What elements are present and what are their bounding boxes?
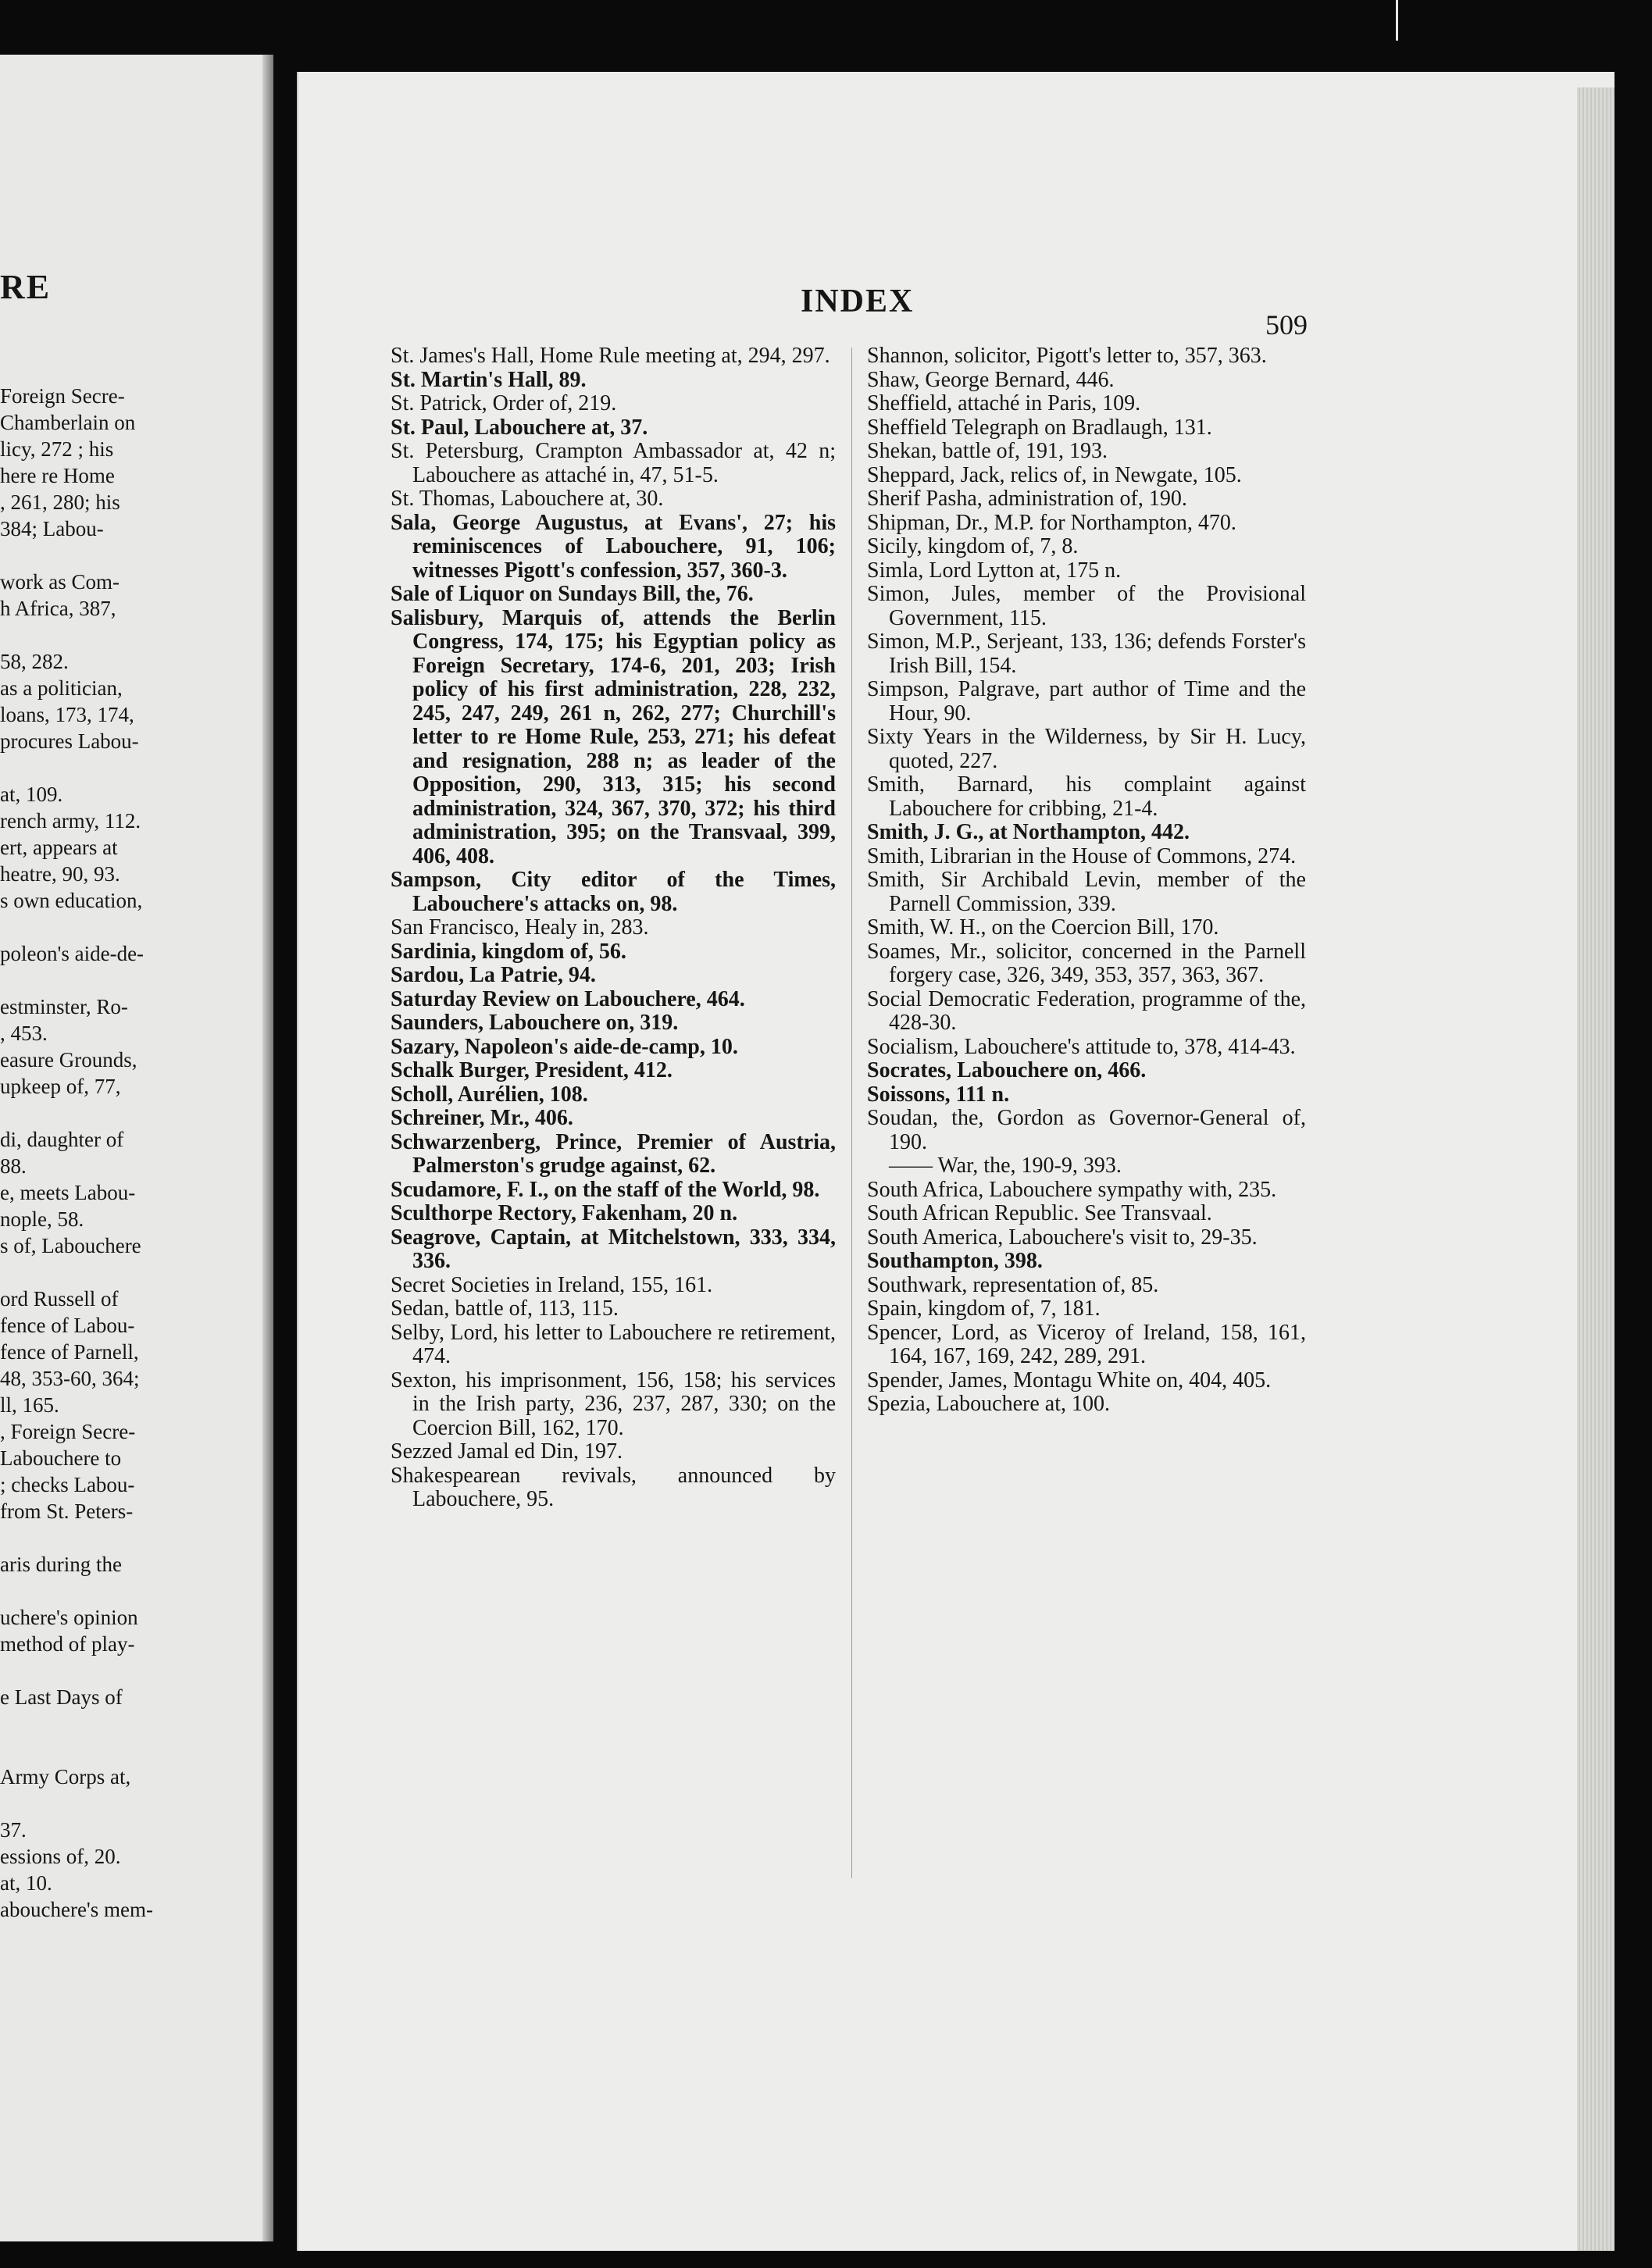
left-page-line: s of, Labouchere: [0, 1234, 141, 1257]
left-page-line: 58, 282.: [0, 650, 69, 673]
index-entry: Selby, Lord, his letter to Labouchere re retirement, 474.: [391, 1320, 836, 1368]
left-page-line: 48, 353-60, 364;: [0, 1367, 140, 1390]
index-entry: Southwark, representation of, 85.: [867, 1272, 1159, 1297]
left-page-line: ; checks Labou-: [0, 1473, 135, 1496]
index-entry: San Francisco, Healy in, 283.: [391, 915, 649, 940]
index-entry: St. Patrick, Order of, 219.: [391, 391, 617, 415]
index-entry: Socrates, Labouchere on, 466.: [867, 1058, 1147, 1082]
left-page-line: estminster, Ro-: [0, 995, 128, 1018]
left-page-line: [0, 542, 258, 569]
left-page-line: procures Labou-: [0, 729, 139, 753]
index-entry: Sexton, his imprisonment, 156, 158; his services in the Irish party, 236, 237, 287, 330; on the Coercion Bill, 162, 170.: [391, 1368, 836, 1440]
index-entry: Secret Societies in Ireland, 155, 161.: [391, 1272, 713, 1297]
left-page-line: work as Com-: [0, 570, 120, 594]
left-page-line: [0, 1737, 258, 1763]
index-entry: South African Republic. See Transvaal.: [867, 1201, 1212, 1225]
index-entry: Schwarzenberg, Prince, Premier of Austria, Palmerston's grudge against, 62.: [391, 1129, 836, 1178]
index-entry: Sheppard, Jack, relics of, in Newgate, 105.: [867, 462, 1242, 487]
index-entry: Sampson, City editor of the Times, Labouchere's attacks on, 98.: [391, 868, 836, 916]
left-page-line: licy, 272 ; his: [0, 437, 114, 461]
left-page-line: , 261, 280; his: [0, 490, 120, 514]
index-column-right: [867, 344, 1306, 1417]
left-page-line: [0, 1100, 258, 1126]
index-entry: Sale of Liquor on Sundays Bill, the, 76.: [391, 582, 754, 606]
index-entry: Schalk Burger, President, 412.: [391, 1058, 673, 1082]
index-entry: Saturday Review on Labouchere, 464.: [391, 986, 745, 1011]
left-page-text: [0, 383, 258, 1923]
left-page-line: [0, 1259, 258, 1286]
index-entry: Socialism, Labouchere's attitude to, 378, 414-43.: [867, 1034, 1296, 1059]
index-entry: South Africa, Labouchere sympathy with, 235.: [867, 1177, 1277, 1202]
index-entry: Sardinia, kingdom of, 56.: [391, 939, 626, 964]
left-page-line: [0, 1790, 258, 1817]
left-page-line: upkeep of, 77,: [0, 1075, 121, 1098]
index-entry: Salisbury, Marquis of, attends the Berlin Congress, 174, 175; his Egyptian policy as Foreign Secretary, 174-6, 201, 203; Irish policy of his first administration, 228, 232, 245, 247, 249, 261 n, 262, 277; Churchill's letter to re Home Rule, 253, 271; his defeat and resignation, 288 n; as leader of the Opposition, 290, 313, 315; his second administration, 324, 367, 370, 372; his third administration, 395; on the Transvaal, 399, 406, 408.: [391, 605, 836, 868]
left-page-line: from St. Peters-: [0, 1500, 134, 1523]
index-entry: Seagrove, Captain, at Mitchelstown, 333, 334, 336.: [391, 1225, 836, 1273]
left-page-line: [0, 914, 258, 940]
index-entry: Shipman, Dr., M.P. for Northampton, 470.: [867, 510, 1236, 535]
index-entry: Shaw, George Bernard, 446.: [867, 367, 1115, 392]
left-page-line: s own education,: [0, 889, 143, 912]
index-entry: Southampton, 398.: [867, 1249, 1043, 1273]
book-gutter: [262, 55, 273, 2241]
index-entry: Social Democratic Federation, programme of the, 428-30.: [867, 986, 1306, 1035]
left-page-line: heatre, 90, 93.: [0, 862, 120, 886]
index-entry: Saunders, Labouchere on, 319.: [391, 1011, 679, 1035]
left-page-line: method of play-: [0, 1632, 135, 1656]
index-entry: Shekan, battle of, 191, 193.: [867, 439, 1108, 463]
index-entry: St. Thomas, Labouchere at, 30.: [391, 487, 664, 511]
left-page-line: Chamberlain on: [0, 411, 136, 434]
index-entry: Sardou, La Patrie, 94.: [391, 963, 596, 987]
index-entry: Simpson, Palgrave, part author of Time and the Hour, 90.: [867, 677, 1306, 726]
left-page-line: , 453.: [0, 1022, 48, 1045]
left-page-line: poleon's aide-de-: [0, 942, 145, 965]
index-entry: Sazary, Napoleon's aide-de-camp, 10.: [391, 1034, 738, 1059]
left-page-line: fence of Parnell,: [0, 1340, 139, 1364]
left-page-line: at, 109.: [0, 783, 63, 806]
index-entry: Sedan, battle of, 113, 115.: [391, 1296, 619, 1321]
index-column-left: [391, 344, 836, 1512]
left-page-line: abouchere's mem-: [0, 1898, 154, 1921]
left-page-line: [0, 1710, 258, 1737]
left-page-line: rench army, 112.: [0, 809, 141, 833]
index-entry: Smith, Barnard, his complaint against Labouchere for cribbing, 21-4.: [867, 772, 1306, 821]
index-entry: Smith, J. G., at Northampton, 442.: [867, 820, 1190, 844]
left-page-line: [0, 1578, 258, 1604]
left-page-line: essions of, 20.: [0, 1845, 121, 1868]
index-entry: St. Martin's Hall, 89.: [391, 367, 587, 392]
index-entry: Sculthorpe Rectory, Fakenham, 20 n.: [391, 1201, 738, 1225]
index-entry: Sixty Years in the Wilderness, by Sir H. Lucy, quoted, 227.: [867, 725, 1306, 773]
left-page-line: [0, 1524, 258, 1551]
left-page-line: h Africa, 387,: [0, 597, 116, 620]
index-entry: Sheffield, attaché in Paris, 109.: [867, 391, 1141, 415]
left-page-line: easure Grounds,: [0, 1048, 137, 1072]
index-entry: Shannon, solicitor, Pigott's letter to, 357, 363.: [867, 344, 1267, 368]
page-number: 509: [1265, 309, 1308, 341]
index-entry: South America, Labouchere's visit to, 29-35.: [867, 1225, 1258, 1250]
left-page-line: Army Corps at,: [0, 1765, 131, 1788]
left-page-line: 88.: [0, 1154, 27, 1178]
index-entry: Simon, Jules, member of the Provisional Government, 115.: [867, 582, 1306, 630]
index-entry: St. Petersburg, Crampton Ambassador at, 42 n; Labouchere as attaché in, 47, 51-5.: [391, 439, 836, 487]
left-page-line: uchere's opinion: [0, 1606, 138, 1629]
left-page-line: [0, 1657, 258, 1684]
index-entry: Sezzed Jamal ed Din, 197.: [391, 1439, 623, 1464]
index-entry: St. Paul, Labouchere at, 37.: [391, 415, 648, 440]
index-entry: Soudan, the, Gordon as Governor-General of, 190.: [867, 1106, 1306, 1154]
left-page-heading: RE: [0, 268, 52, 306]
index-entry: Schreiner, Mr., 406.: [391, 1106, 573, 1130]
index-entry: St. James's Hall, Home Rule meeting at, 294, 297.: [391, 344, 830, 368]
index-entry: Simla, Lord Lytton at, 175 n.: [867, 558, 1122, 583]
index-entry: Shakespearean revivals, announced by Labouchere, 95.: [391, 1463, 836, 1511]
left-page: [0, 55, 273, 2241]
column-divider: [851, 348, 852, 1878]
left-page-line: nople, 58.: [0, 1207, 84, 1231]
index-entry: Spain, kingdom of, 7, 181.: [867, 1296, 1101, 1321]
page-edge-rule: [1396, 0, 1398, 41]
index-entry: Soames, Mr., solicitor, concerned in the Parnell forgery case, 326, 349, 353, 357, 363, 367.: [867, 939, 1306, 987]
left-page-line: 384; Labou-: [0, 517, 104, 540]
index-entry: —— War, the, 190-9, 393.: [889, 1154, 1122, 1178]
left-page-line: [0, 967, 258, 993]
left-page-line: at, 10.: [0, 1871, 52, 1895]
left-page-line: e Last Days of: [0, 1685, 123, 1709]
left-page-line: loans, 173, 174,: [0, 703, 134, 726]
left-page-line: ert, appears at: [0, 836, 118, 859]
left-page-line: as a politician,: [0, 676, 123, 700]
index-entry: Smith, W. H., on the Coercion Bill, 170.: [867, 915, 1219, 940]
left-page-line: here re Home: [0, 464, 115, 487]
left-page-line: fence of Labou-: [0, 1314, 135, 1337]
left-page-line: [0, 622, 258, 648]
index-entry: Scudamore, F. I., on the staff of the World, 98.: [391, 1177, 820, 1202]
index-entry: Sala, George Augustus, at Evans', 27; his reminiscences of Labouchere, 91, 106; witnesses Pigott's confession, 357, 360-3.: [391, 510, 836, 583]
index-entry: Spencer, Lord, as Viceroy of Ireland, 158, 161, 164, 167, 169, 242, 289, 291.: [867, 1320, 1306, 1368]
left-page-line: 37.: [0, 1818, 27, 1842]
left-page-line: di, daughter of: [0, 1128, 124, 1151]
left-page-line: aris during the: [0, 1553, 122, 1576]
left-page-line: ll, 165.: [0, 1393, 59, 1417]
left-page-line: Foreign Secre-: [0, 384, 125, 408]
left-page-line: [0, 754, 258, 781]
index-entry: Smith, Sir Archibald Levin, member of the Parnell Commission, 339.: [867, 868, 1306, 916]
index-entry: Spender, James, Montagu White on, 404, 405.: [867, 1368, 1272, 1393]
index-entry: Spezia, Labouchere at, 100.: [867, 1392, 1110, 1416]
index-entry: Scholl, Aurélien, 108.: [391, 1082, 588, 1107]
page-stack-edge: [1577, 87, 1615, 2251]
index-entry: Sicily, kingdom of, 7, 8.: [867, 534, 1079, 558]
running-head: INDEX: [801, 284, 915, 319]
index-entry: Soissons, 111 n.: [867, 1082, 1010, 1107]
index-entry: Sheffield Telegraph on Bradlaugh, 131.: [867, 415, 1212, 440]
left-page-line: ord Russell of: [0, 1287, 119, 1311]
index-entry: Smith, Librarian in the House of Commons, 274.: [867, 843, 1297, 868]
left-page-line: , Foreign Secre-: [0, 1420, 136, 1443]
left-page-line: Labouchere to: [0, 1446, 122, 1470]
left-page-line: e, meets Labou-: [0, 1181, 136, 1204]
index-entry: Sherif Pasha, administration of, 190.: [867, 487, 1187, 511]
index-entry: Simon, M.P., Serjeant, 133, 136; defends Forster's Irish Bill, 154.: [867, 629, 1306, 678]
